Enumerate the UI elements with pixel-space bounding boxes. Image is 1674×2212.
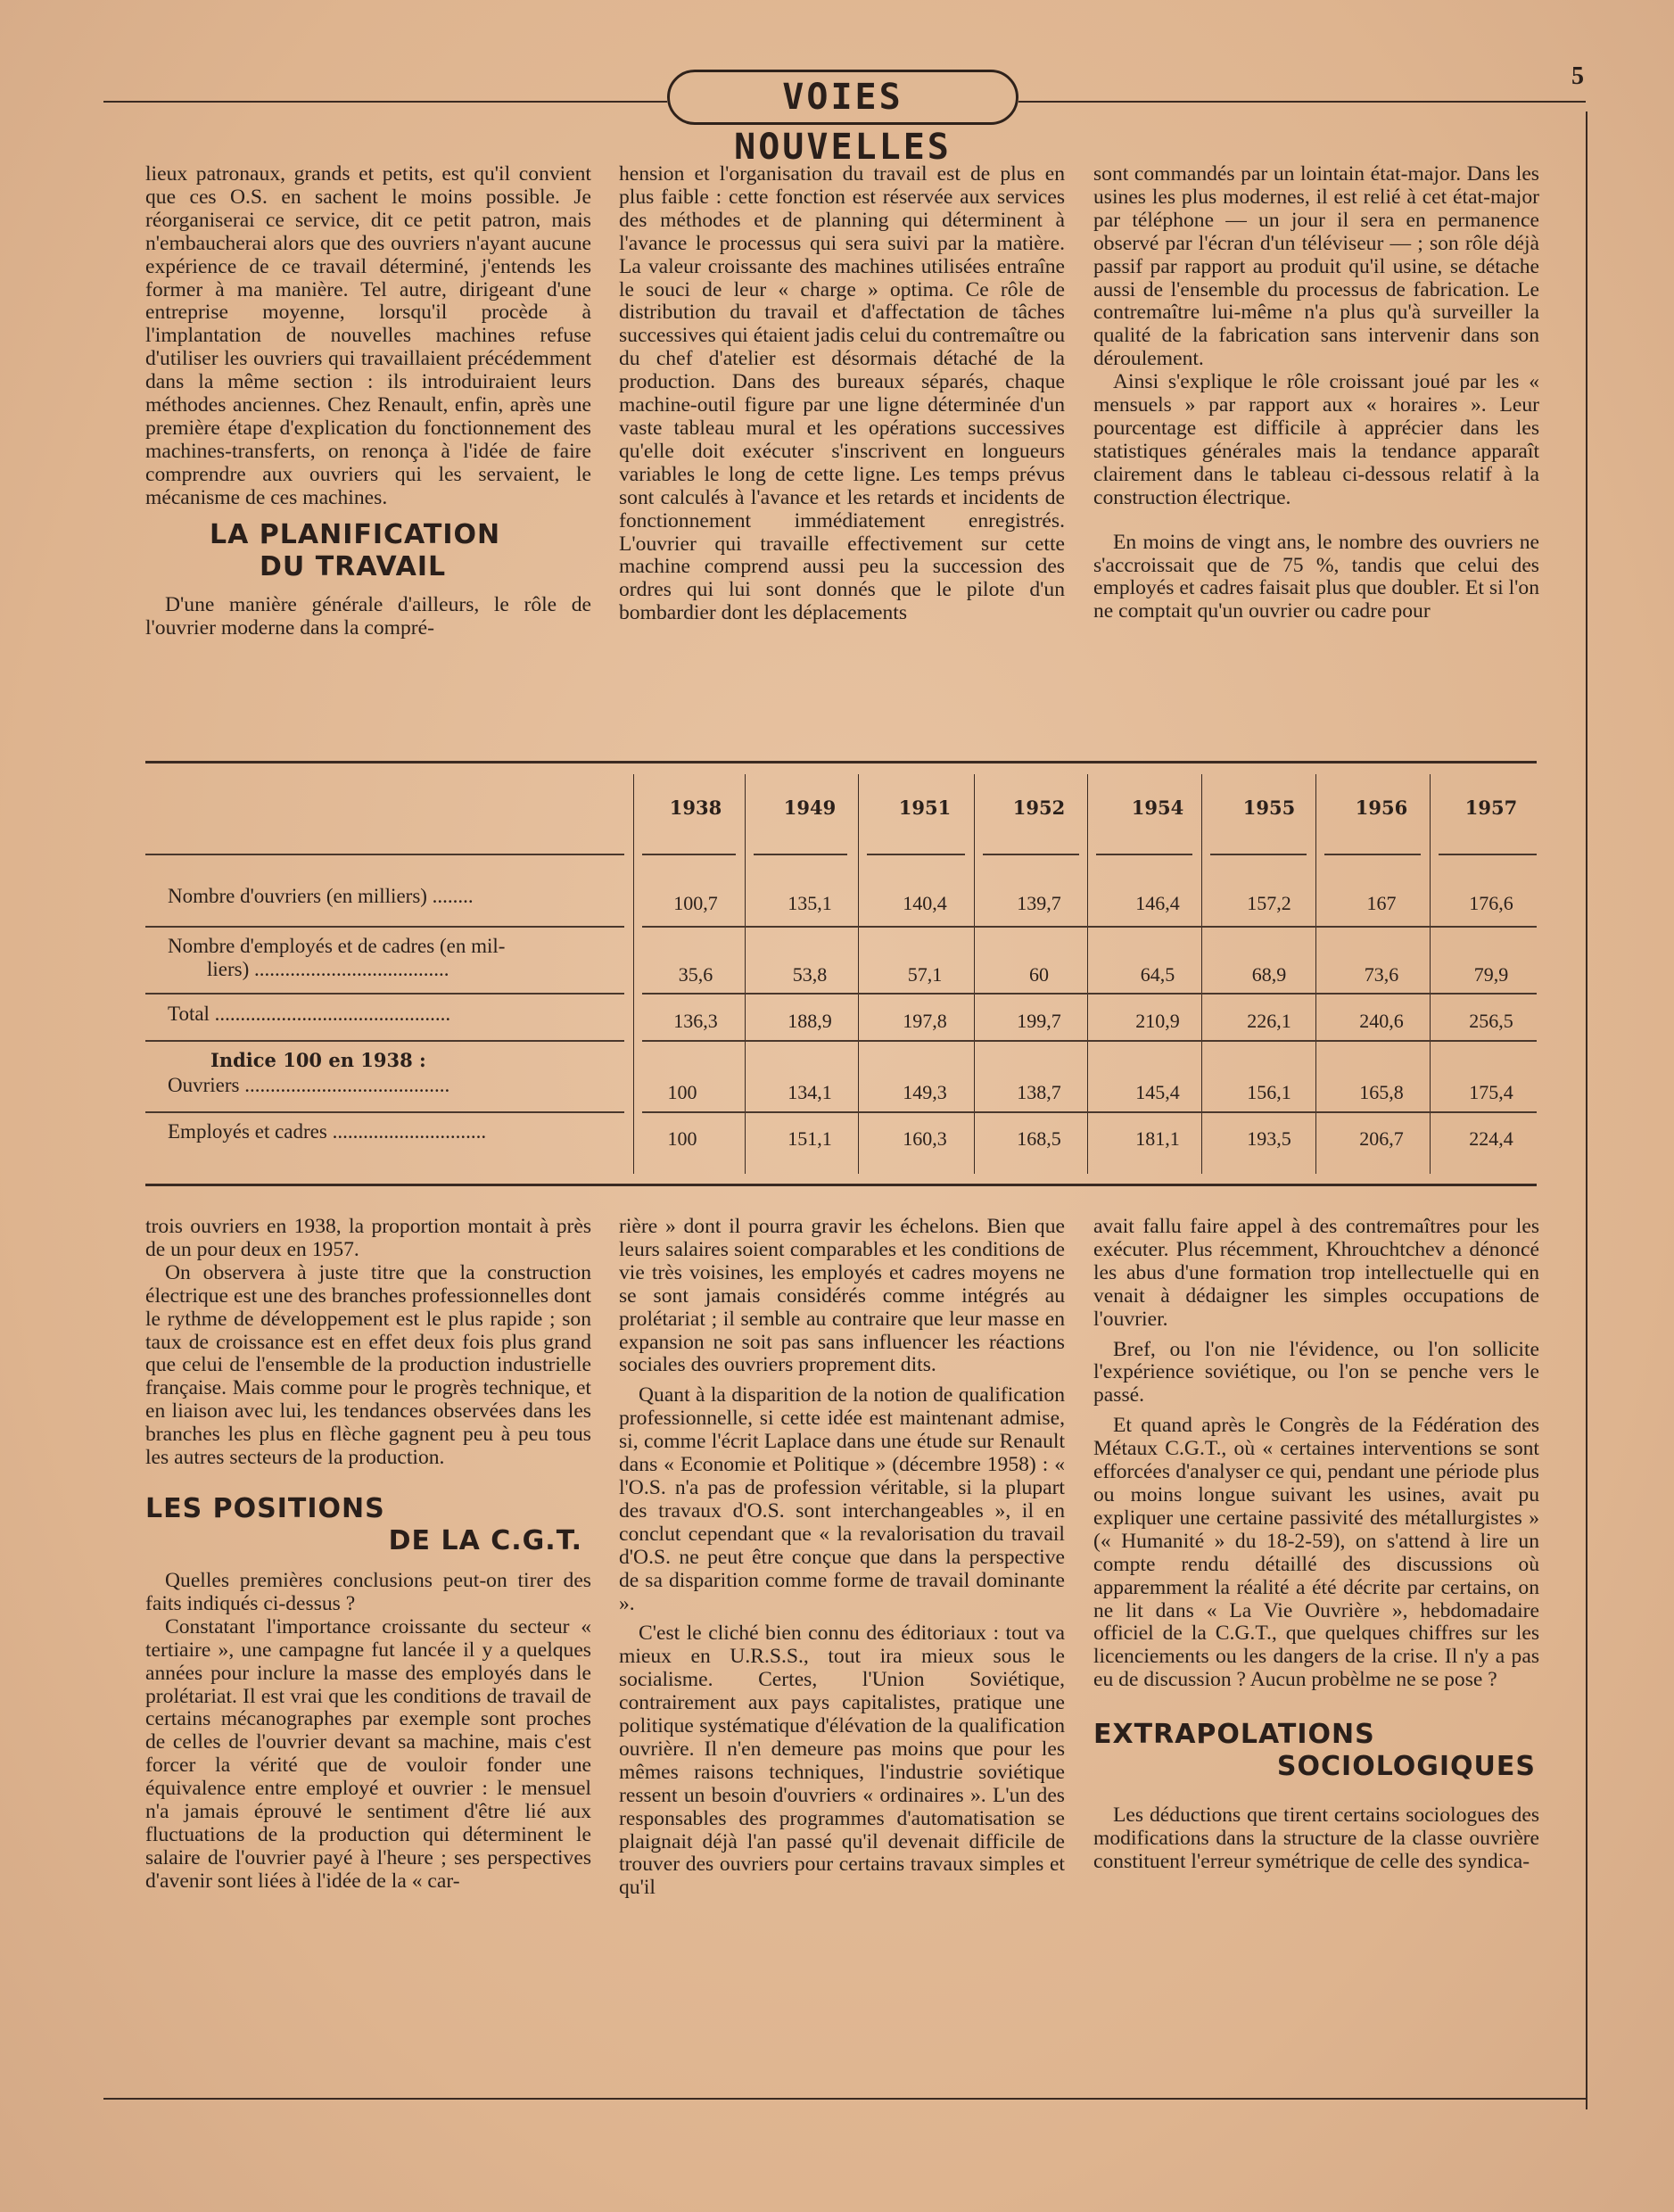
paragraph: lieux patronaux, grands et petits, est qu'il convient que ces O.S. en sachent le moins possible. Je réorganiserai ce service, dit ce petit patron, mais n'embaucherai alors que des ouvriers n'ayant aucune expérience de ce travail déterminé, j'entends les former à ma manière. Tel autre, dirigeant d'une entreprise moyenne, lorsqu'il procède à l'implantation de nouvelles machines refuse d'utiliser les ouvriers qui travaillaient précédemment dans la même section : ils introduiraient leurs méthodes anciennes. Chez Renault, enfin, après une première étape d'explication du fonctionnement des machines-transferts, on renonça à l'idée de faire comprendre aux ouvriers qui les servaient, le mécanisme de ces machines. [145, 162, 591, 509]
paragraph: Les déductions que tirent certains sociologues des modifications dans la structure de la classe ouvrière constituent l'erreur symétrique de celle des syndica- [1093, 1803, 1539, 1873]
table-bottom-rule [145, 1184, 1537, 1186]
heading-extrapolations-line2: SOCIOLOGIQUES [1276, 1751, 1536, 1783]
table-header-year: 1955 [1242, 796, 1296, 819]
paragraph: C'est le cliché bien connu des éditoriaux : tout va mieux en U.R.S.S., tout ira mieux sous le socialisme. Certes, l'Union Soviétique, contrairement aux pays capitalistes, pratique une politique systématique d'élévation de la qualification ouvrière. Il n'en demeure pas moins que pour les mêmes raisons techniques, l'industrie soviétique ressent un besoin d'ouvriers « ordinaires ». L'un des responsables des programmes d'automatisation se plaignait déjà l'an passé qu'il devenait difficile de trouver des ouvriers pour certains travaux simples et qu'il [619, 1622, 1065, 1900]
table-top-rule [145, 761, 1537, 763]
header-rule [1439, 854, 1537, 855]
table-cell: 53,8 [792, 963, 828, 986]
table-row-label: liers) ...................................... [207, 958, 449, 980]
table-cell: 73,6 [1364, 963, 1399, 986]
row-rule [642, 1111, 1537, 1113]
table-row-label: Ouvriers ........................................ [168, 1074, 450, 1096]
paragraph: hension et l'organisation du travail est de plus en plus faible : cette fonction est réservée aux services des méthodes et de planning qui déterminent à l'avance le processus qui sera suivi par la matière. La valeur croissante des machines utilisées entraîne le souci de leur « charge » optima. Ce rôle de distribution du travail et d'affectation de tâches successives qui étaient jadis celui du contremaître ou du chef d'atelier est désormais détaché de la production. Dans des bureaux séparés, chaque machine-outil figure par une ligne déterminée d'un vaste tableau mural et les opérations successives qu'elle doit exécuter s'inscrivent en longueurs variables le long de cette ligne. Les temps prévus sont calculés à l'avance et les retards et incidents de fonctionnement immédiatement enregistrés. L'ouvrier qui travaille effectivement sur cette machine comprend aussi peu la succession des ordres qui lui sont donnés que le pilote d'un bombardier dont les déplacements [619, 162, 1065, 625]
header-rule [1324, 854, 1421, 855]
table-cell: 168,5 [1017, 1127, 1061, 1150]
heading-positions-line2: DE LA C.G.T. [388, 1524, 582, 1556]
table-cell: 206,7 [1359, 1127, 1404, 1150]
table-cell: 140,4 [903, 892, 947, 914]
table-cell: 224,4 [1469, 1127, 1513, 1150]
table-cell: 136,3 [673, 1010, 718, 1032]
column-1-top [145, 163, 591, 640]
masthead-title: VOIES NOUVELLES [667, 70, 1018, 125]
table-cell: 226,1 [1247, 1010, 1291, 1032]
header-rule [983, 854, 1079, 855]
heading-positions-line1: LES POSITIONS [145, 1492, 385, 1524]
table-cell: 256,5 [1469, 1010, 1513, 1032]
table-cell: 176,6 [1469, 892, 1513, 914]
paragraph: Quant à la disparition de la notion de qualification professionnelle, si cette idée est maintenant admise, si, comme l'écrit Laplace dans une étude sur Renault dans « Economie et Politique » (décembre 1958) : « l'O.S. n'a pas de profession véritable, si la plupart des travaux d'O.S. sont interchangeables », il en conclut cependant que « la revalorisation du travail d'O.S. ne peut être conçue que dans la perspective de sa disparition comme forme de travail dominante ». [619, 1383, 1065, 1615]
table-cell: 100,7 [673, 892, 718, 914]
table-col-rule [745, 774, 746, 1174]
table-cell: 79,9 [1473, 963, 1509, 986]
paragraph: On observera à juste titre que la construction électrique est une des branches professionnelles dont le rythme de développement est le plus rapide ; son taux de croissance est en effet deux fois plus grand que celui de l'ensemble de la production industrielle française. Mais comme pour le progrès technique, et en liaison avec lui, les tendances observées dans les branches les plus en flèche gagnent peu à peu tous les autres secteurs de la production. [145, 1260, 591, 1470]
table-cell: 68,9 [1251, 963, 1287, 986]
header-rule [1210, 854, 1307, 855]
row-rule [145, 1111, 624, 1113]
table-row-label: Nombre d'ouvriers (en milliers) ........ [168, 885, 474, 907]
table-header-year: 1938 [669, 796, 722, 819]
paragraph: trois ouvriers en 1938, la proportion montait à près de un pour deux en 1957. [145, 1215, 591, 1261]
table-cell: 193,5 [1247, 1127, 1291, 1150]
table-cell: 100 [667, 1127, 697, 1150]
column-3-bottom [1093, 1216, 1539, 1874]
table-cell: 167 [1366, 892, 1397, 914]
table-row-label: Nombre d'employés et de cadres (en mil- [168, 935, 506, 957]
row-rule [642, 1040, 1537, 1042]
paragraph: En moins de vingt ans, le nombre des ouvriers ne s'accroissait que de 75 %, tandis que celui des employés et cadres faisait plus que doubler. Et si l'on ne comptait qu'un ouvrier ou cadre pour [1093, 530, 1539, 623]
table-header-year: 1949 [783, 796, 837, 819]
table-cell: 139,7 [1017, 892, 1061, 914]
table-header-year: 1957 [1464, 796, 1518, 819]
table-cell: 60 [1029, 963, 1049, 986]
table-cell: 35,6 [678, 963, 713, 986]
column-1-bottom [145, 1216, 591, 1894]
table-cell: 64,5 [1140, 963, 1175, 986]
table-cell: 149,3 [903, 1081, 947, 1103]
header-rule [1096, 854, 1192, 855]
paragraph: avait fallu faire appel à des contremaîtres pour les exécuter. Plus récemment, Khrouchtchev a dénoncé les abus d'une formation trop intellectuelle qui en venait à dédaigner les simples occupations de l'ouvrier. [1093, 1215, 1539, 1331]
table-row-label: Total .............................................. [168, 1003, 451, 1025]
table-cell: 160,3 [903, 1127, 947, 1150]
table-cell: 210,9 [1135, 1010, 1180, 1032]
table-header-year: 1951 [898, 796, 952, 819]
table-cell: 157,2 [1247, 892, 1291, 914]
table-cell: 188,9 [788, 1010, 832, 1032]
page-number: 5 [1571, 62, 1584, 90]
table-cell: 165,8 [1359, 1081, 1404, 1103]
column-2-top [619, 163, 1065, 625]
table-cell: 134,1 [788, 1081, 832, 1103]
table-cell: 135,1 [788, 892, 832, 914]
heading-planification-line1: LA PLANIFICATION [210, 518, 501, 550]
header-rule [867, 854, 965, 855]
table-cell: 138,7 [1017, 1081, 1061, 1103]
table-cell: 240,6 [1359, 1010, 1404, 1032]
table-cell: 181,1 [1135, 1127, 1180, 1150]
row-rule [145, 1040, 624, 1042]
table-cell: 156,1 [1247, 1081, 1291, 1103]
paragraph: Constatant l'importance croissante du secteur « tertiaire », une campagne fut lancée il y a quelques années pour inclure la masse des employés dans le prolétariat. Il est vrai que les conditions de travail de certains mécanographes par exemple sont proches de celles de l'ouvrier devant sa machine, mais c'est forcer la vérité que de vouloir fonder une équivalence entre employé et ouvrier : le mensuel n'a jamais éprouvé le sentiment d'être lié aux fluctuations de la production qui déterminent le salaire de l'ouvrier payé à l'heure ; ses perspectives d'avenir sont liées à l'idée de la « car- [145, 1614, 591, 1893]
table-cell: 145,4 [1135, 1081, 1180, 1103]
table-cell: 175,4 [1469, 1081, 1513, 1103]
table-col-rule [974, 774, 975, 1174]
paragraph: Et quand après le Congrès de la Fédération des Métaux C.G.T., où « certaines interventions se sont efforcées d'analyser ce qui, pendant une période plus ou moins longue suivant les usines, avait pu expliquer une certaine passivité des métallurgistes » (« Humanité » du 18-2-59), on s'attend à lire un compte rendu détaillé des discussions où apparemment la réalité a été décrite par certains, on ne lit dans « La Vie Ouvrière », hebdomadaire officiel de la C.G.T., que quelques chiffres sur les licenciements ou les dangers de la crise. Il n'y a pas eu de discussion ? Aucun probèlme ne se pose ? [1093, 1414, 1539, 1692]
paragraph: Bref, ou l'on nie l'évidence, ou l'on sollicite l'expérience soviétique, ou l'on se penche vers le passé. [1093, 1337, 1539, 1407]
paragraph: D'une manière générale d'ailleurs, le rôle de l'ouvrier moderne dans la compré- [145, 592, 591, 640]
header-rule-left [103, 101, 667, 103]
table-cell: 199,7 [1017, 1010, 1061, 1032]
table-header-year: 1956 [1355, 796, 1408, 819]
paragraph: rière » dont il pourra gravir les échelons. Bien que leurs salaires soient comparables et les conditions de vie très voisines, les employés et cadres moyens ne se sont jamais considérés comme intégrés au prolétariat ; il semble au contraire que leur masse en expansion ne soit pas sans influencer les réactions sociales des ouvriers proprement dits. [619, 1215, 1065, 1377]
row-rule [145, 993, 624, 995]
header-rule [145, 854, 624, 855]
paragraph: Ainsi s'explique le rôle croissant joué par les « mensuels » par rapport aux « horaires ». Leur pourcentage est difficile à apprécier dans les statistiques générales mais la tendance apparaît clairement dans le tableau ci-dessous relatif à la construction électrique. [1093, 370, 1539, 509]
heading-extrapolations-line1: EXTRAPOLATIONS [1093, 1719, 1375, 1751]
table-cell: 146,4 [1135, 892, 1180, 914]
table-cell: 151,1 [788, 1127, 832, 1150]
row-rule [642, 926, 1537, 928]
paragraph: sont commandés par un lointain état-major. Dans les usines les plus modernes, il est relié à cet état-major par téléphone — un jour il sera en permanence observé par l'écran d'un téléviseur — ; son rôle déjà passif par rapport au produit qu'il usine, se détache aussi de l'ensemble du processus de fabrication. Le contremaître lui-même n'a plus qu'à surveiller la qualité de la fabrication sans intervenir dans son déroulement. [1093, 162, 1539, 371]
row-rule [145, 926, 624, 928]
table-header-year: 1954 [1131, 796, 1184, 819]
header-rule-right [1018, 101, 1586, 103]
header-rule [642, 854, 736, 855]
right-frame-rule [1586, 111, 1587, 2109]
table-cell: 100 [667, 1081, 697, 1103]
row-rule [642, 993, 1537, 995]
table-subheading: Indice 100 en 1938 : [210, 1049, 426, 1071]
table-cell: 197,8 [903, 1010, 947, 1032]
table-header-year: 1952 [1012, 796, 1066, 819]
table-col-rule [633, 774, 634, 1174]
table-row-label: Employés et cadres .............................. [168, 1120, 487, 1143]
bottom-frame-rule [103, 2098, 1587, 2100]
column-2-bottom [619, 1216, 1065, 1900]
header-rule [754, 854, 847, 855]
heading-planification-line2: DU TRAVAIL [260, 550, 447, 582]
paragraph: Quelles premières conclusions peut-on tirer des faits indiqués ci-dessus ? [145, 1568, 591, 1615]
column-3-top [1093, 163, 1539, 623]
table-cell: 57,1 [907, 963, 943, 986]
